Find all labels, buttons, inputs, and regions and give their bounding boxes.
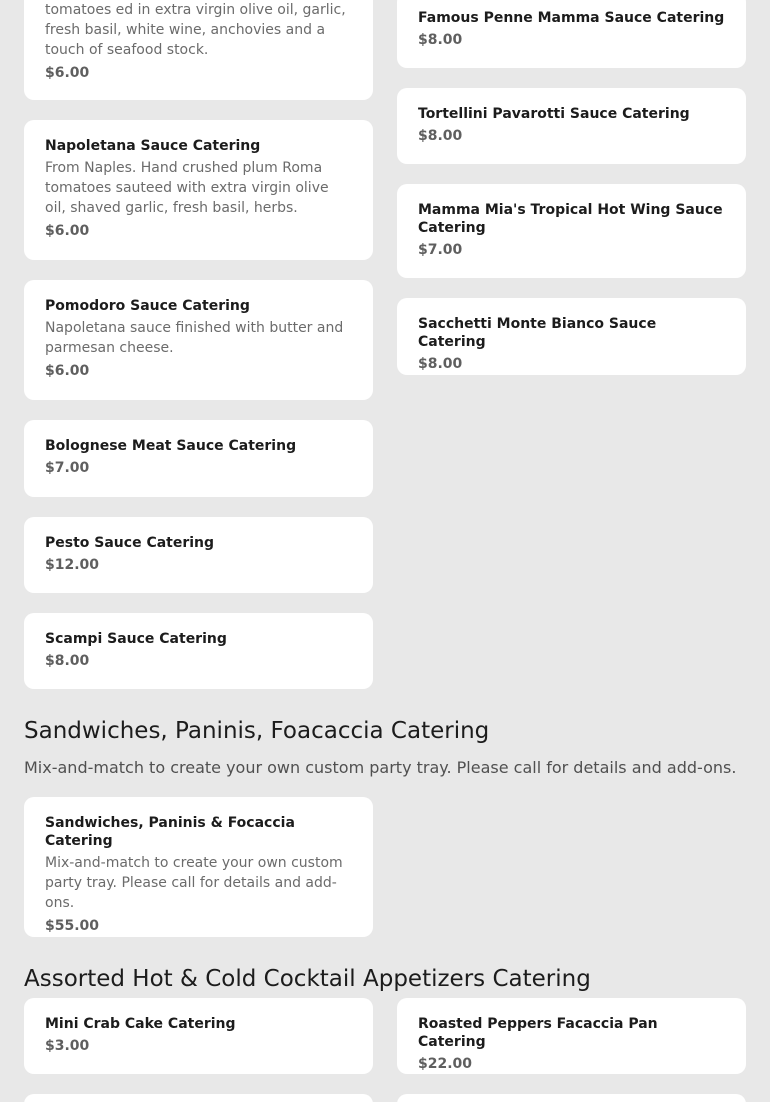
- menu-item-description: tomatoes ed in extra virgin olive oil, garlic, fresh basil, white wine, anchovies and a touch of seafood stock.: [45, 2, 346, 58]
- menu-item-card[interactable]: [397, 298, 746, 375]
- menu-item-card[interactable]: [24, 280, 373, 400]
- menu-item-card[interactable]: [397, 88, 746, 164]
- menu-item-card[interactable]: [24, 517, 373, 593]
- menu-item-price: $6.00: [45, 65, 90, 81]
- menu-item-title: Pesto Sauce Catering: [45, 535, 215, 551]
- menu-item-card[interactable]: [24, 1094, 373, 1102]
- menu-item-title: Bolognese Meat Sauce Catering: [45, 438, 297, 454]
- menu-item-price: $3.00: [45, 1038, 90, 1054]
- menu-item-description: From Naples. Hand crushed plum Roma tomatoes sauteed with extra virgin olive oil, shaved garlic, fresh basil, herbs.: [45, 160, 329, 216]
- menu-item-description: Napoletana sauce finished with butter and parmesan cheese.: [45, 320, 344, 356]
- menu-item-price: $8.00: [418, 32, 463, 48]
- menu-item-card[interactable]: [397, 1094, 746, 1102]
- section-title: Assorted Hot & Cold Cocktail Appetizers Catering: [24, 966, 591, 992]
- menu-item-price: $12.00: [45, 557, 100, 573]
- menu-item-card[interactable]: [397, 184, 746, 278]
- menu-item-price: $8.00: [418, 356, 463, 372]
- menu-item-card[interactable]: [24, 120, 373, 260]
- menu-item-price: $22.00: [418, 1056, 473, 1072]
- menu-item-card[interactable]: [24, 0, 373, 100]
- menu-item-title: Mini Crab Cake Catering: [45, 1016, 236, 1032]
- menu-item-title: Sacchetti Monte Bianco Sauce Catering: [418, 316, 657, 350]
- menu-item-price: $8.00: [418, 128, 463, 144]
- menu-item-card[interactable]: [24, 613, 373, 689]
- menu-item-title: Scampi Sauce Catering: [45, 631, 227, 647]
- menu-item-title: Napoletana Sauce Catering: [45, 138, 261, 154]
- menu-item-price: $7.00: [418, 242, 463, 258]
- menu-item-price: $8.00: [45, 653, 90, 669]
- menu-item-price: $6.00: [45, 223, 90, 239]
- menu-item-card[interactable]: [24, 420, 373, 497]
- section-description: Mix-and-match to create your own custom party tray. Please call for details and add-ons.: [24, 758, 737, 777]
- menu-item-price: $7.00: [45, 460, 90, 476]
- menu-item-title: Pomodoro Sauce Catering: [45, 298, 250, 314]
- menu-item-card[interactable]: [24, 797, 373, 937]
- menu-item-description: Mix-and-match to create your own custom party tray. Please call for details and add-ons.: [45, 855, 343, 911]
- menu-item-title: Mamma Mia's Tropical Hot Wing Sauce Catering: [418, 202, 723, 236]
- menu-item-card[interactable]: [397, 998, 746, 1074]
- menu-item-title: Sandwiches, Paninis & Focaccia Catering: [45, 815, 295, 849]
- menu-item-title: Famous Penne Mamma Sauce Catering: [418, 10, 725, 26]
- menu-item-price: $6.00: [45, 363, 90, 379]
- section-title: Sandwiches, Paninis, Foacaccia Catering: [24, 718, 490, 744]
- menu-item-card[interactable]: [24, 998, 373, 1074]
- menu-item-price: $55.00: [45, 918, 100, 934]
- menu-item-title: Tortellini Pavarotti Sauce Catering: [418, 106, 690, 122]
- menu-item-title: Roasted Peppers Facaccia Pan Catering: [418, 1016, 658, 1050]
- menu-item-card[interactable]: [397, 0, 746, 68]
